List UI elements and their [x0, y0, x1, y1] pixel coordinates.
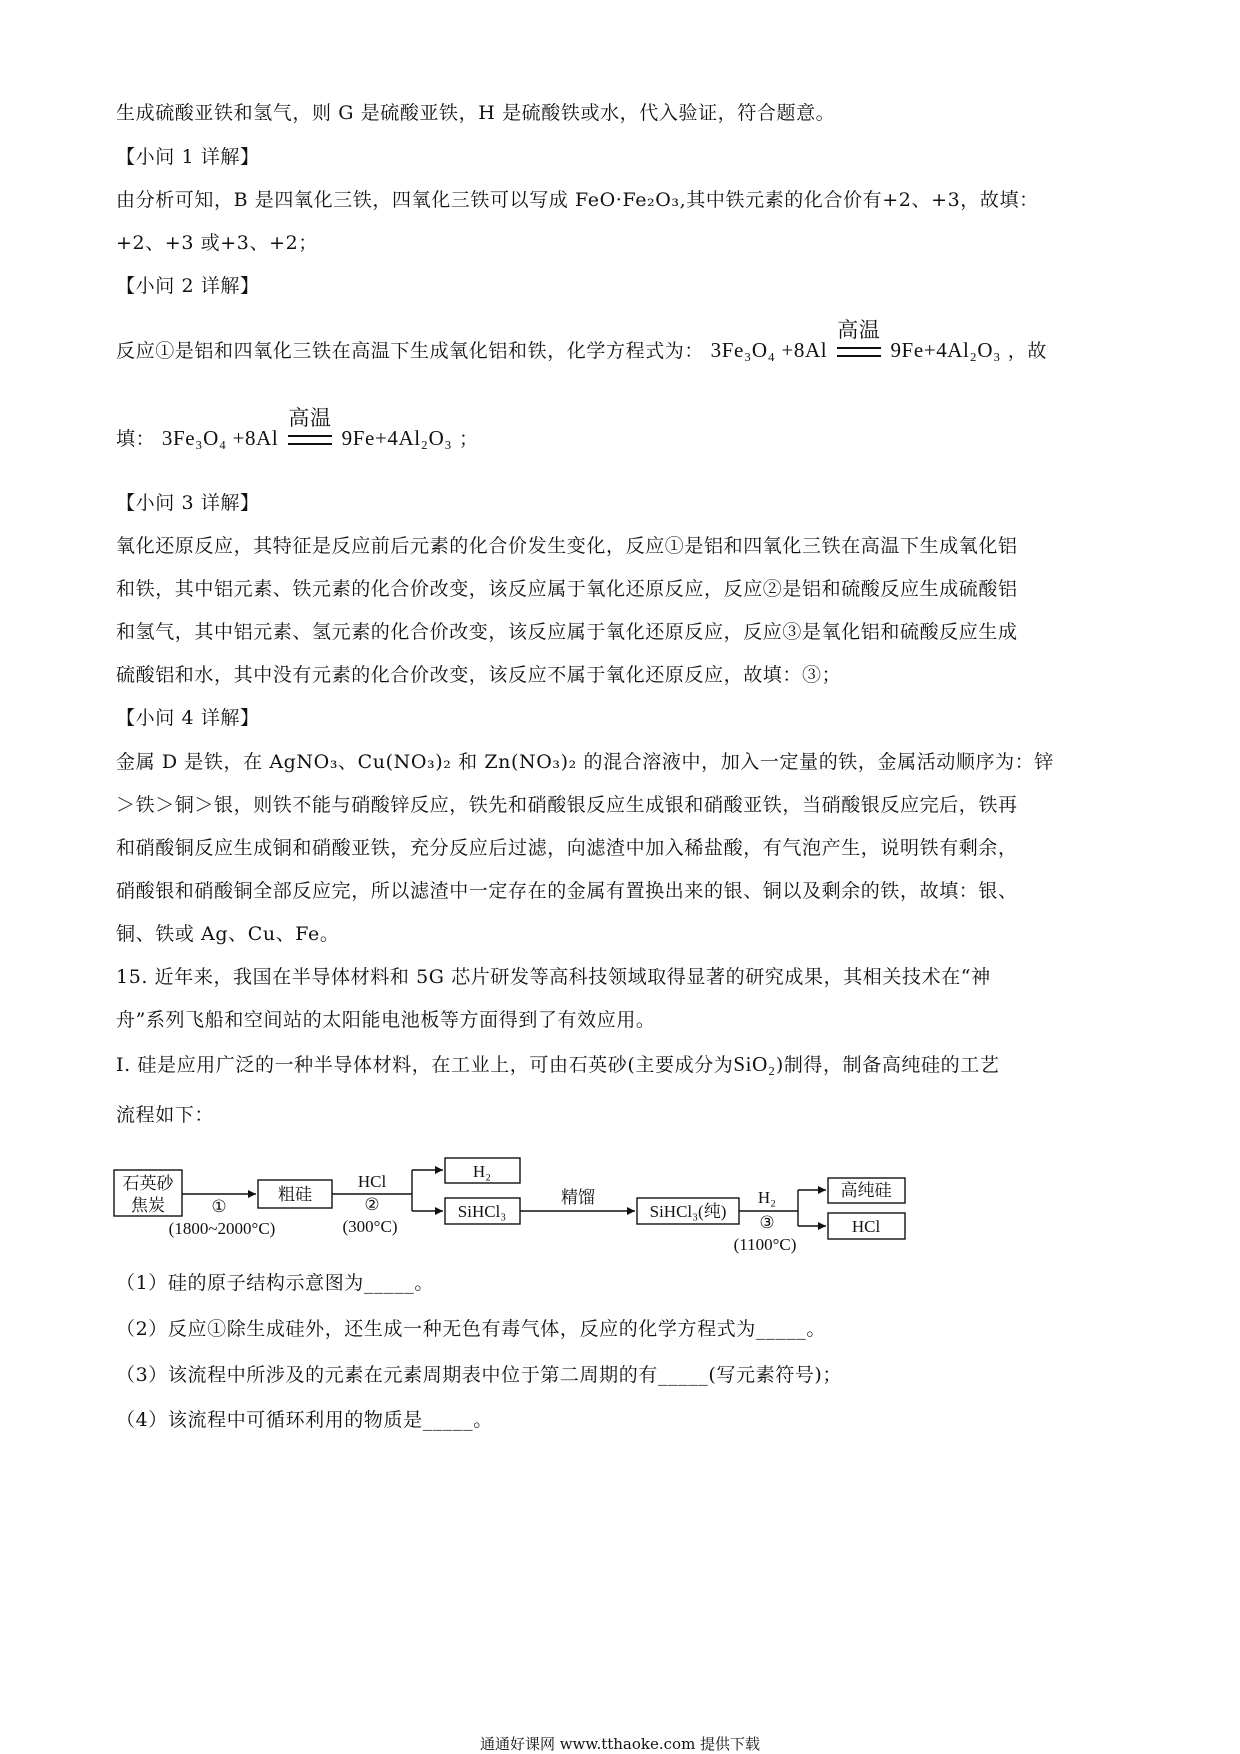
equation-line — [116, 318, 1047, 363]
equation-line — [116, 406, 479, 451]
text-line: 金属 D 是铁，在 AgNO₃、Cu(NO₃)₂ 和 Zn(NO₃)₂ 的混合溶液中，加入一定量的铁，金属活动顺序为：锌 — [116, 751, 1054, 773]
equation-rhs: 9Fe+4Al₂O₃ — [341, 426, 453, 450]
section-heading: 【小问 2 详解】 — [116, 275, 260, 297]
sub-question: （3）该流程中所涉及的元素在元素周期表中位于第二周期的有_____(写元素符号)； — [116, 1364, 843, 1386]
sub-question: （4）该流程中可循环利用的物质是_____。 — [116, 1409, 493, 1431]
sub-question: （1）硅的原子结构示意图为_____。 — [116, 1272, 434, 1294]
page-footer: 通通好课网 www.tthaoke.com 提供下载 — [479, 1735, 761, 1753]
question-text: 15. 近年来，我国在半导体材料和 5G 芯片研发等高科技领域取得显著的研究成果，其相关技术在“神 — [116, 966, 991, 988]
reagent-label: HCl — [357, 1172, 387, 1191]
text-line: 和氢气，其中铝元素、氢元素的化合价改变，该反应属于氧化还原反应，反应③是氧化铝和硫酸反应生成 — [116, 621, 1018, 643]
sub-question: （2）反应①除生成硅外，还生成一种无色有毒气体，反应的化学方程式为_____。 — [116, 1318, 826, 1340]
flow-label: 石英砂 — [122, 1174, 174, 1193]
flow-label: H₂ — [472, 1162, 492, 1181]
text-line: 和硝酸铜反应生成铜和硝酸亚铁，充分反应后过滤，向滤渣中加入稀盐酸，有气泡产生，说明铁有剩余， — [116, 837, 1018, 859]
text-line: 氧化还原反应，其特征是反应前后元素的化合价发生变化，反应①是铝和四氧化三铁在高温下生成氧化铝 — [116, 535, 1018, 557]
question-text — [116, 1050, 999, 1077]
text-fragment: 填： — [116, 428, 156, 450]
text-fragment: 反应①是铝和四氧化三铁在高温下生成氧化铝和铁，化学方程式为： — [116, 340, 705, 362]
text-line: 和铁，其中铝元素、铁元素的化合价改变，该反应属于氧化还原反应，反应②是铝和硫酸反应生成硫酸铝 — [116, 578, 1018, 600]
flow-label: 焦炭 — [131, 1196, 165, 1215]
text-line: 硫酸铝和水，其中没有元素的化合价改变，该反应不属于氧化还原反应，故填：③； — [116, 664, 842, 686]
reagent-label: H₂ — [757, 1188, 777, 1207]
equals-bars — [288, 435, 332, 445]
condition-temp: (300°C) — [342, 1217, 398, 1236]
condition-label: 高温 — [288, 406, 332, 430]
step-marker: ③ — [759, 1213, 775, 1232]
flow-label: 高纯硅 — [840, 1181, 892, 1200]
text-line: 由分析可知，B 是四氧化三铁，四氧化三铁可以写成 FeO·Fe₂O₃,其中铁元素的化合价有+2、+3，故填： — [116, 189, 1039, 211]
text-fragment: ，故 — [1007, 340, 1047, 362]
condition-label: 高温 — [837, 318, 881, 342]
formula-sio2: SiO₂ — [733, 1052, 776, 1076]
process-label: 精馏 — [561, 1188, 595, 1207]
equals-bars — [837, 347, 881, 357]
step-marker: ① — [211, 1197, 227, 1216]
text-fragment: )制得，制备高纯硅的工艺 — [775, 1054, 1000, 1076]
text-line: 硝酸银和硝酸铜全部反应完，所以滤渣中一定存在的金属有置换出来的银、铜以及剩余的铁，故填：银、 — [116, 880, 1018, 902]
text-line: ＞铁＞铜＞银，则铁不能与硝酸锌反应，铁先和硝酸银反应生成银和硝酸亚铁，当硝酸银反应完后，铁再 — [116, 794, 1018, 816]
question-text: 流程如下： — [116, 1104, 215, 1126]
text-line: +2、+3 或+3、+2； — [116, 232, 318, 254]
flow-label: SiHCl₃(纯) — [649, 1202, 727, 1221]
reaction-condition — [285, 406, 335, 450]
equation-lhs: 3Fe₃O₄ +8Al — [710, 338, 828, 362]
reaction-condition — [834, 318, 884, 362]
text-fragment: ； — [458, 428, 479, 450]
condition-temp: (1100°C) — [733, 1235, 797, 1254]
flow-label: 粗硅 — [278, 1185, 312, 1204]
condition-temp: (1800~2000°C) — [168, 1219, 276, 1238]
text-line: 铜、铁或 Ag、Cu、Fe。 — [116, 923, 340, 945]
equation-rhs: 9Fe+4Al₂O₃ — [890, 338, 1002, 362]
section-heading: 【小问 1 详解】 — [116, 146, 260, 168]
text-fragment: I. 硅是应用广泛的一种半导体材料，在工业上，可由石英砂(主要成分为 — [116, 1054, 734, 1076]
section-heading: 【小问 4 详解】 — [116, 707, 260, 729]
step-marker: ② — [364, 1195, 380, 1214]
flow-label: HCl — [851, 1217, 881, 1236]
text-line: 生成硫酸亚铁和氢气，则 G 是硫酸亚铁，H 是硫酸铁或水，代入验证，符合题意。 — [116, 102, 836, 124]
section-heading: 【小问 3 详解】 — [116, 492, 260, 514]
flow-label: SiHCl₃ — [457, 1202, 507, 1221]
equation-lhs: 3Fe₃O₄ +8Al — [161, 426, 279, 450]
question-text: 舟”系列飞船和空间站的太阳能电池板等方面得到了有效应用。 — [116, 1009, 656, 1031]
